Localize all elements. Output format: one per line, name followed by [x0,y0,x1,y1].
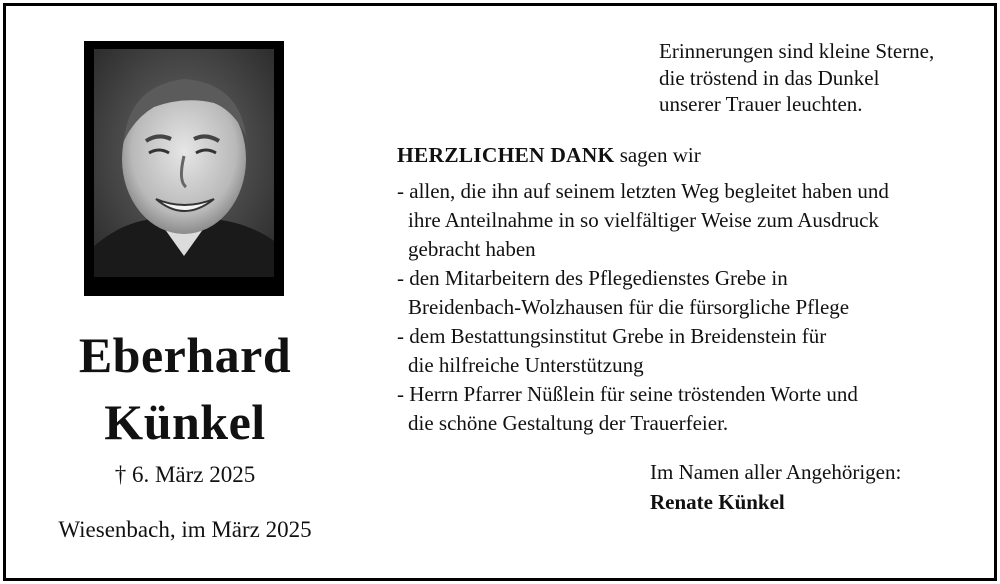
list-item-line: Breidenbach-Wolzhausen für die fürsorgliche Pflege [408,295,850,319]
list-item-line: - dem Bestattungsinstitut Grebe in Breidenstein für [397,324,827,348]
thanks-list [397,177,889,438]
thanks-heading-rest: sagen wir [619,143,701,167]
poem-line: Erinnerungen sind kleine Sterne, [659,39,935,63]
list-item-line: die schöne Gestaltung der Trauerfeier. [408,411,729,435]
portrait-photo [84,41,284,296]
signature-name: Renate Künkel [650,490,785,514]
deceased-last-name: Künkel [104,394,266,450]
poem-quote [659,38,934,118]
list-item-line: die hilfreiche Unterstützung [408,353,644,377]
list-item-line: - Herrn Pfarrer Nüßlein für seine tröstenden Worte und [397,382,858,406]
thanks-heading [397,143,701,168]
list-item-line: ihre Anteilnahme in so vielfältiger Weise zum Ausdruck [408,208,879,232]
list-item [397,322,889,380]
death-date: † 6. März 2025 [114,462,256,487]
thanks-heading-bold: HERZLICHEN DANK [397,143,615,167]
list-item-line: - den Mitarbeitern des Pflegedienstes Grebe in [397,266,788,290]
signature-intro: Im Namen aller Angehörigen: [650,460,902,484]
poem-line: die tröstend in das Dunkel [659,65,880,90]
deceased-first-name: Eberhard [78,327,292,383]
list-item-line: - allen, die ihn auf seinem letzten Weg begleitet haben und [397,179,889,203]
list-item [397,380,889,438]
list-item-line: gebracht haben [408,237,536,261]
list-item [397,264,889,322]
list-item [397,177,889,264]
place-and-date: Wiesenbach, im März 2025 [58,517,312,542]
poem-line: unserer Trauer leuchten. [659,92,863,116]
